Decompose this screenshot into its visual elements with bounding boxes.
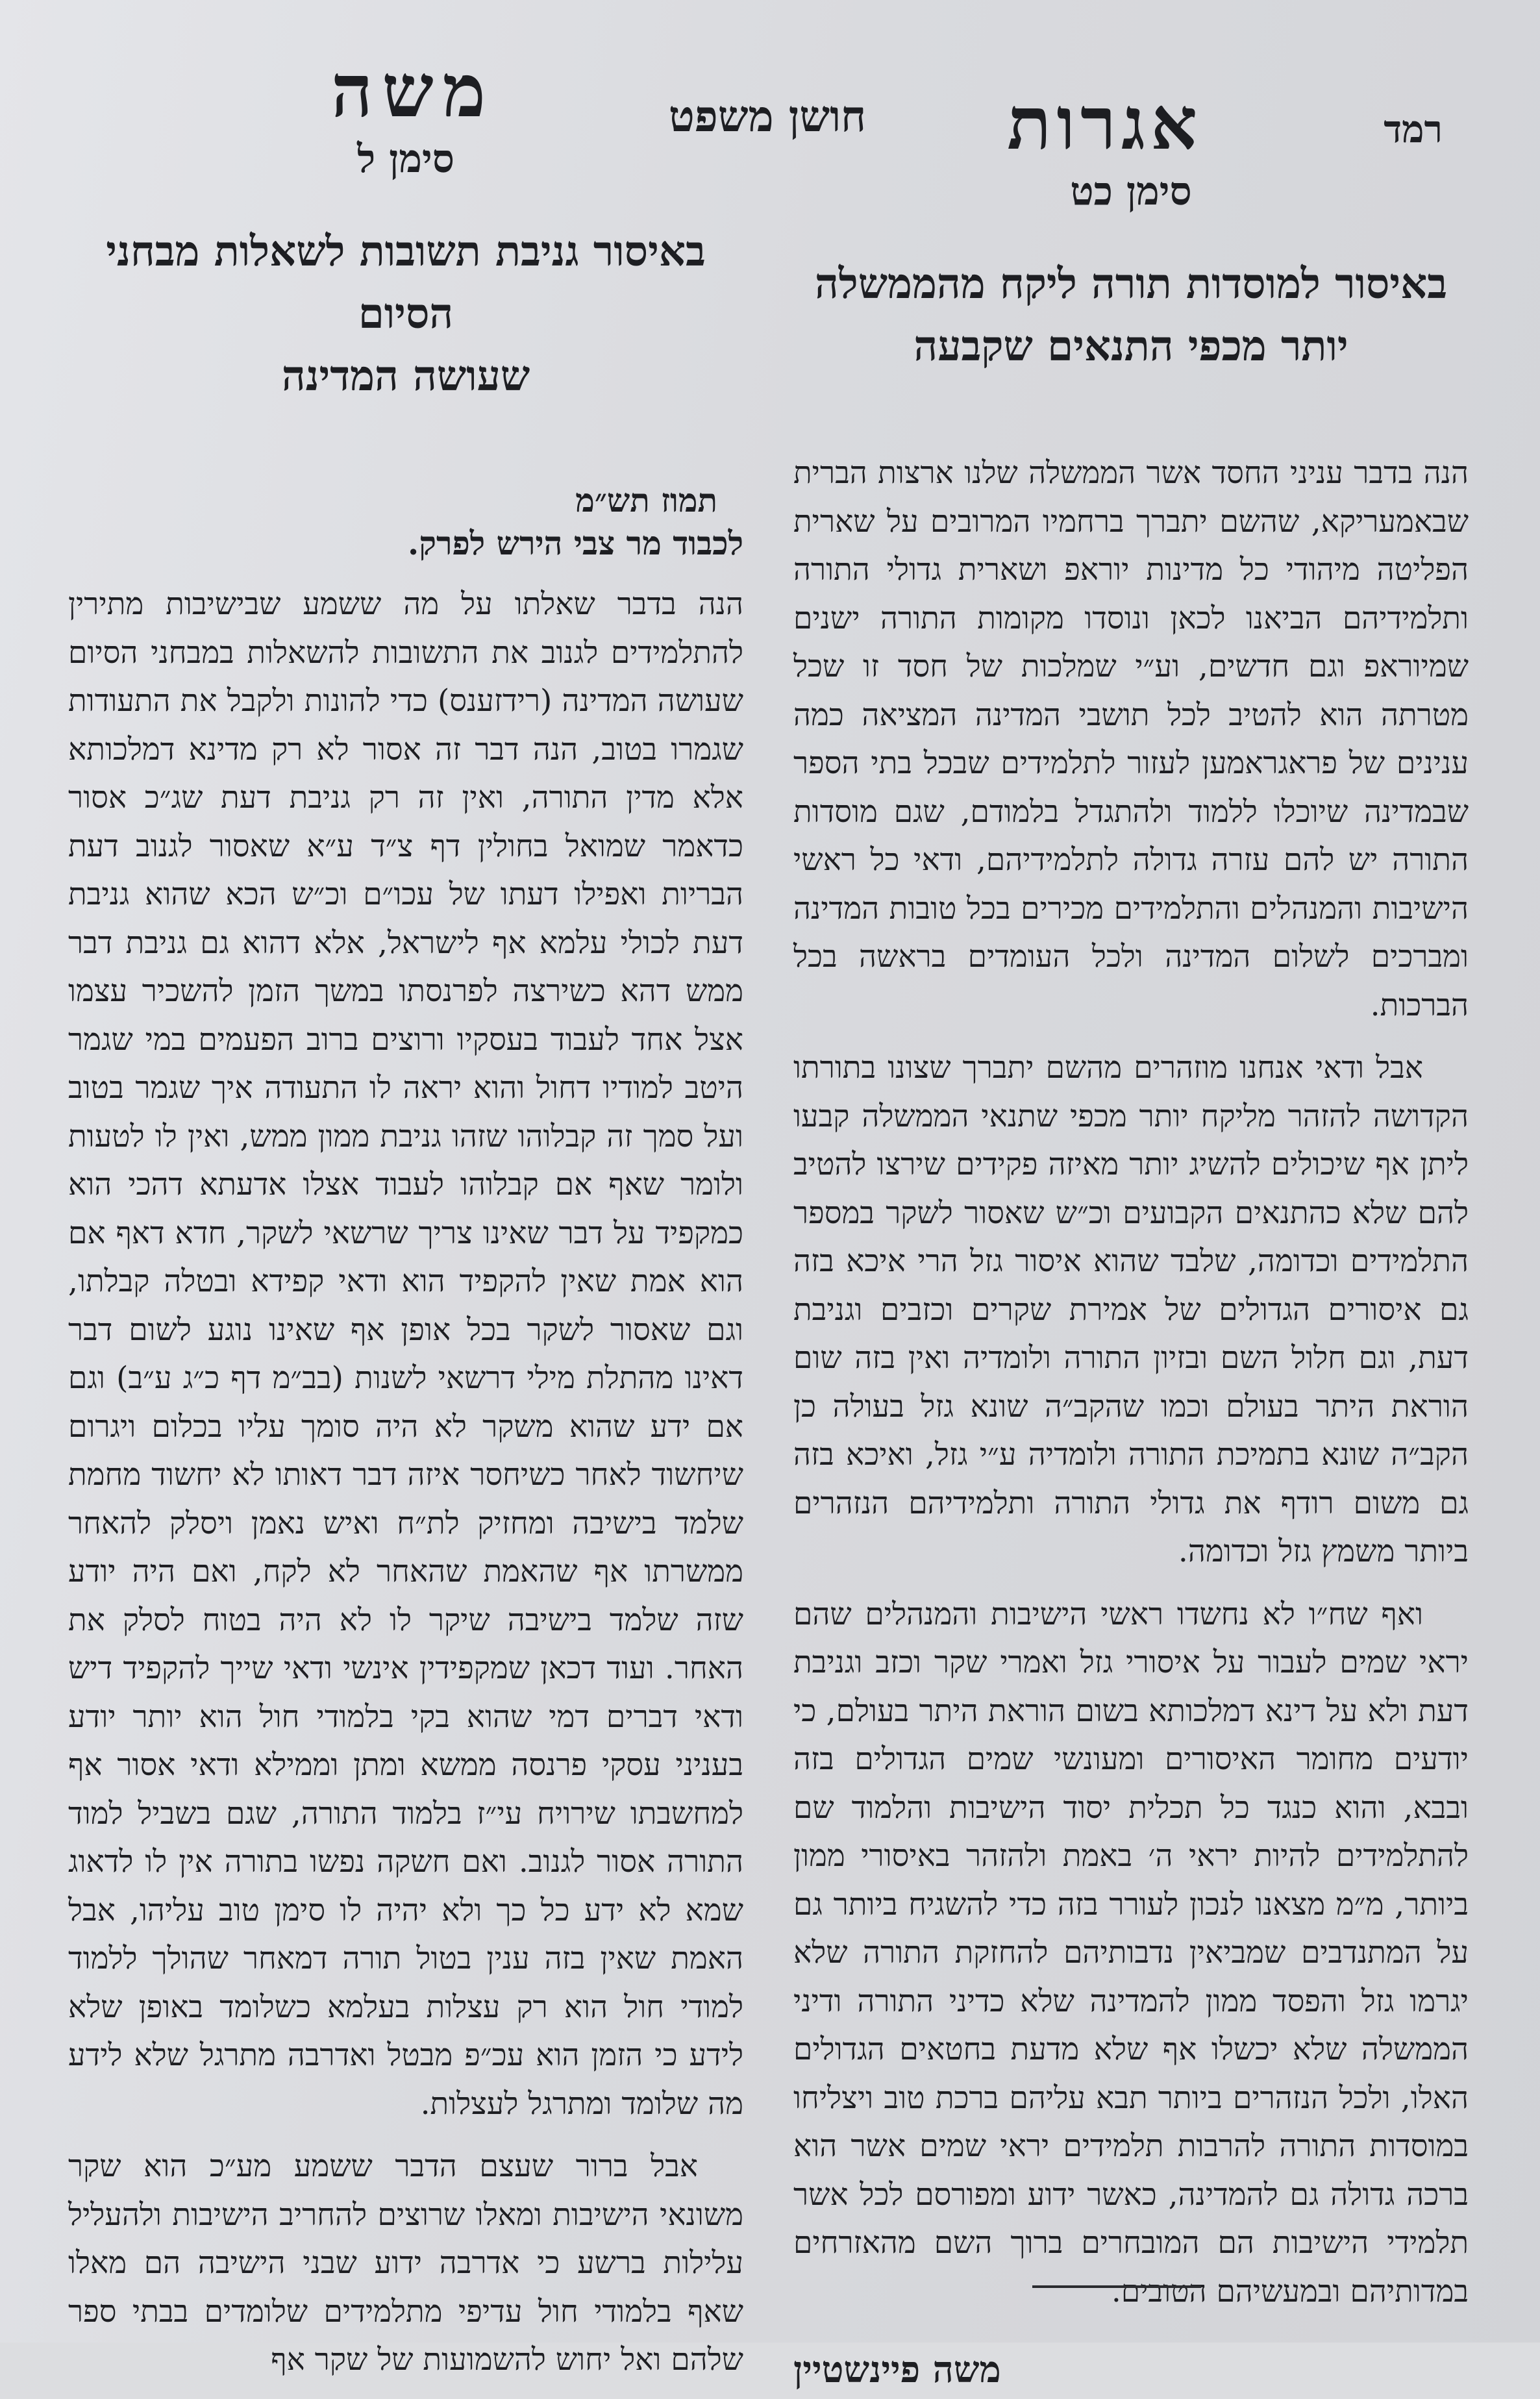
page-number: רמד	[1384, 107, 1443, 151]
letter-date: תמוז תש״מ	[575, 481, 717, 519]
right-column	[793, 169, 1469, 2391]
article-title-line: באיסור גניבת תשובות לשאלות מבחני הסיום	[106, 227, 706, 338]
signature: משה פיינשטיין	[793, 2348, 1001, 2391]
left-column	[68, 136, 743, 2399]
article-title-line: יותר מכפי התנאים שקבעה	[913, 322, 1348, 371]
siman-heading: סימן ל	[357, 136, 454, 182]
body-paragraph: הנה בדבר שאלתו על מה ששמע שבישיבות מתירין להתלמידים לגנוב את התשובות להשאלות במבחני הסיום שעושה המדינה (רידזענס) כדי להונות ולקבל את התעודות שגמרו בטוב, הנה דבר זה אסור לא רק מדינא דמלכותא אלא מדין התורה, ואין זה רק גניבת דעת שג״כ אסור כדאמר שמואל בחולין דף צ״ד ע״א שאסור לגנוב דעת הבריות ואפילו דעתו של עכו״ם וכ״ש הכא שהוא גניבת דעת לכולי עלמא אף לישראל, אלא דהוא גם גניבת דבר ממש דהא כשירצה לפרנסתו במשך הזמן להשכיר עצמו אצל אחד לעבוד בעסקיו ורוצים ברוב הפעמים במי שגמר היטב למודיו דחול והוא יראה לו התעודה איך שגמר בטוב ועל סמך זה קבלוהו שזהו גניבת ממון ממש, ואין לו לטעות ולומר שאף אם קבלוהו לעבוד אצלו אדעתא דהכי הוא כמקפיד על דבר שאינו צריך שרשאי לשקר, חדא דאף אם הוא אמת שאין להקפיד הוא ודאי קפידא ובטלה קבלתו, וגם שאסור לשקר בכל אופן אף שאינו נוגע לשום דבר דאינו מהתלת מילי דרשאי לשנות (בב״מ דף כ״ג ע״ב) וגם אם ידע שהוא משקר לא היה סומך עליו בכלום ויגרום שיחשוד לאחר כשיחסר איזה דבר דאותו לא יחשוד מחמת שלמד בישיבה ומחזיק לת״ח ואיש נאמן ויסלק להאחר ממשרתו אף שהאמת שהאחר לא לקח, ואם היה יודע שזה שלמד בישיבה שיקר לו לא היה בטוח לסלק את האחר. ועוד דכאן שמקפידין אינשי ודאי שייך להקפיד דיש ודאי דברים דמי שהוא בקי בלמודי חול הוא יותר יודע בעניני עסקי פרנסה ממשא ומתן וממילא ודאי אסור אף למחשבתו שירויח עי״ז בלמוד התורה, שגם בשביל למוד התורה אסור לגנוב. ואם חשקה נפשו בתורה אין לו לדאוג שמא לא ידע כל כך ולא יהיה לו סימן טוב עליהו, אבל האמת שאין בזה ענין בטול תורה דמאחר שהולך ללמוד למודי חול הוא רק עצלות בעלמא כשלומד באופן שלא לידע כי הזמן הוא עכ״פ מבטל ואדרבה מתרגל שלא לידע מה שלומד ומתרגל לעצלות.	[68, 586, 743, 2122]
body-paragraph: אבל ברור שעצם הדבר ששמע מע״כ הוא שקר משונאי הישיבות ומאלו שרוצים להחריב הישיבות ולהעליל עלילות ברשע כי אדרבה ידוע שבני הישיבה הם מאלו שאף בלמודי חול עדיפי מתלמידים שלומדים בבתי ספר שלהם ואל יחוש להשמועות של שקר אף	[68, 2148, 743, 2378]
body-paragraph: הנה בדבר עניני החסד אשר הממשלה שלנו ארצות הברית שבאמעריקא, שהשם יתברך ברחמיו המרובים על שארית הפליטה מיהודי כל מדינות יוראפ ושארית גדולי התורה ותלמידיהם הביאנו לכאן ונוסדו מקומות התורה ישנים שמיוראפ וגם חדשים, וע״י שמלכות של חסד זו שכל מטרתה הוא להטיב לכל תושבי המדינה המציאה כמה ענינים של פראגראמען לעזור לתלמידים שבכל בתי הספר שבמדינה שיוכלו ללמוד ולהתגדל בלמודם, שגם מוסדות התורה יש להם עזרה גדולה לתלמידיהם, ודאי כל ראשי הישיבות והמנהלים והתלמידים מכירים בכל טובות המדינה ומברכים לשלום המדינה ולכל העומדים בראשה בכל הברכות.	[793, 455, 1469, 1023]
running-title-left: משה	[331, 49, 495, 134]
body-paragraph: ואף שח״ו לא נחשדו ראשי הישיבות והמנהלים שהם יראי שמים לעבור על איסורי גזל ואמרי שקר וכזב וגניבת דעת ולא על דינא דמלכותא בשום הוראת היתר בעולם, כי יודעים מחומר האיסורים ומעונשי שמים הגדולים בזה ובבא, והוא כנגד כל תכלית יסוד הישיבות והלמוד שם להתלמידים להיות יראי ה׳ באמת ולהזהר באיסורי ממון ביותר, מ״מ מצאנו לנכון לעורר בזה כדי להשגיח ביותר גם על המתנדבים שמביאין נדבותיהם להחזקת התורה שלא יגרמו גזל והפסד ממון להמדינה שלא כדיני התורה ודיני הממשלה שלא יכשלו אף שלא מדעת בחטאים הגדולים האלו, ולכל הנזהרים ביותר תבא עליהם ברכת טוב ויצליחו במוסדות התורה להרבות תלמידים יראי שמים אשר הוא ברכה גדולה גם להמדינה, כאשר ידוע ומפורסם לכל אשר תלמידי הישיבות הם המובחרים ברוך השם מהאזרחים במדותיהם ובמעשיהם הטובים.	[793, 1596, 1469, 2309]
running-title-right: אגרות	[1007, 81, 1202, 166]
article-title	[793, 253, 1469, 378]
body-paragraph: אבל ודאי אנחנו מוזהרים מהשם יתברך שצונו בתורתו הקדושה להזהר מליקח יותר מכפי שתנאי הממשלה קבעו ליתן אף שיכולים להשיג יותר מאיזה פקידים שירצו להטיב להם שלא כהתנאים הקבועים וכ״ש שאסור לשקר במספר התלמידים וכדומה, שלבד שהוא איסור גזל הרי איכא בזה גם איסורים הגדולים של אמירת שקרים וכזבים וגניבת דעת, וגם חלול השם ובזיון התורה ולומדיה ואין בזה שום הוראת היתר בעולם וכמו שהקב״ה שונא גזל בעולה כן הקב״ה שונא בתמיכת התורה ולומדיה ע״י גזל, ואיכא בזה גם משום רודף את גדולי התורה ותלמידיהם הנזהרים ביותר משמץ גזל וכדומה.	[793, 1050, 1469, 1569]
article-title	[68, 221, 743, 408]
letter-addressee: לכבוד מר צבי הירש לפרק.	[407, 524, 743, 562]
section-title: חושן משפט	[669, 91, 867, 142]
signature-rule	[1032, 2285, 1201, 2288]
article-title-line: שעושה המדינה	[281, 352, 530, 401]
siman-heading: סימן כט	[1070, 169, 1192, 214]
article-title-line: באיסור למוסדות תורה ליקח מהממשלה	[814, 260, 1448, 308]
